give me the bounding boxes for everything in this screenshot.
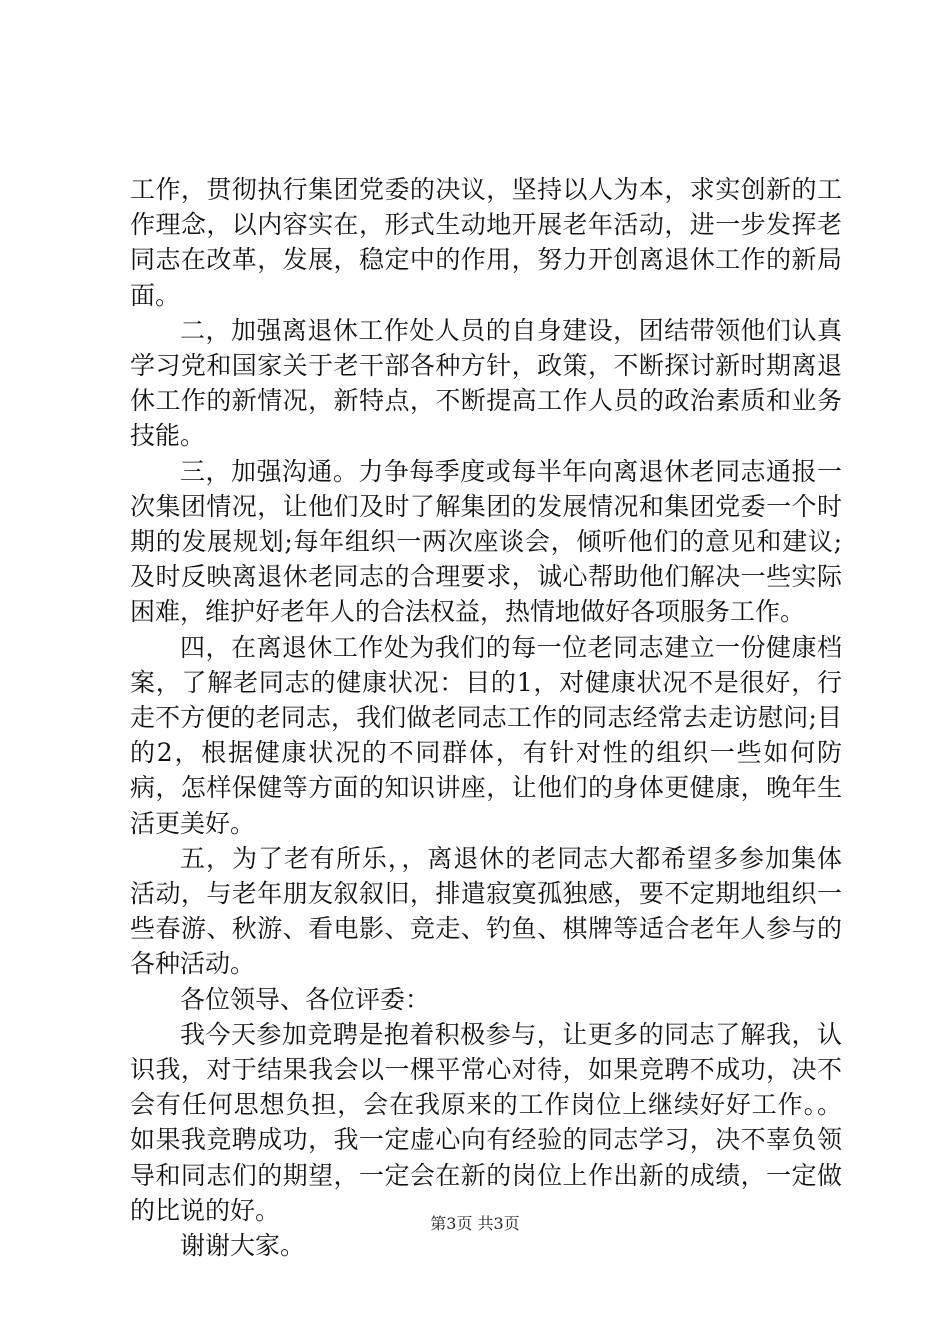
paragraph-item-3: 三，加强沟通。力争每季度或每半年向离退休老同志通报一次集团情况，让他们及时了解集团的发展情况和集团党委一个时期的发展规划;每年组织一两次座谈会，倾听他们的意见和建议;及时反映离退休老同志的合理要求，诚心帮助他们解决一些实际困难，维护好老年人的合法权益，热情地做好各项服务工作。	[130, 456, 842, 627]
page-number-footer: 第3页 共3页	[430, 1214, 520, 1233]
paragraph-closing-statement: 我今天参加竞聘是抱着积极参与，让更多的同志了解我，认识我，对于结果我会以一棵平常心对待，如果竞聘不成功，决不会有任何思想负担，会在我原来的工作岗位上继续好好工作。。如果我竞聘成功，我一定虚心向有经验的同志学习，决不辜负领导和同志们的期望，一定会在新的岗位上作出新的成绩，一定做的比说的好。	[130, 1019, 842, 1225]
document-body	[130, 172, 842, 1263]
paragraph-thanks: 谢谢大家。	[180, 1231, 306, 1261]
paragraph-salutation: 各位领导、各位评委：	[180, 984, 431, 1014]
paragraph-item-2: 二，加强离退休工作处人员的自身建设，团结带领他们认真学习党和国家关于老干部各种方针，政策，不断探讨新时期离退休工作的新情况，新特点，不断提高工作人员的政治素质和业务技能。	[130, 315, 842, 451]
paragraph-item-5: 五，为了老有所乐，，离退休的老同志大都希望多参加集体活动，与老年朋友叙叙旧，排遣寂寞孤独感，要不定期地组织一些春游、秋游、看电影、竞走、钓鱼、棋牌等适合老年人参与的各种活动。	[130, 843, 842, 979]
paragraph-continuation: 工作，贯彻执行集团党委的决议，坚持以人为本，求实创新的工作理念，以内容实在，形式生动地开展老年活动，进一步发挥老同志在改革，发展，稳定中的作用，努力开创离退休工作的新局面。	[130, 175, 842, 310]
paragraph-item-4: 四，在离退休工作处为我们的每一位老同志建立一份健康档案，了解老同志的健康状况：目的1，对健康状况不是很好，行走不方便的老同志，我们做老同志工作的同志经常去走访慰问;目的2，根据健康状况的不同群体，有针对性的组织一些如何防病，怎样保健等方面的知识讲座，让他们的身体更健康，晚年生活更美好。	[130, 632, 842, 838]
